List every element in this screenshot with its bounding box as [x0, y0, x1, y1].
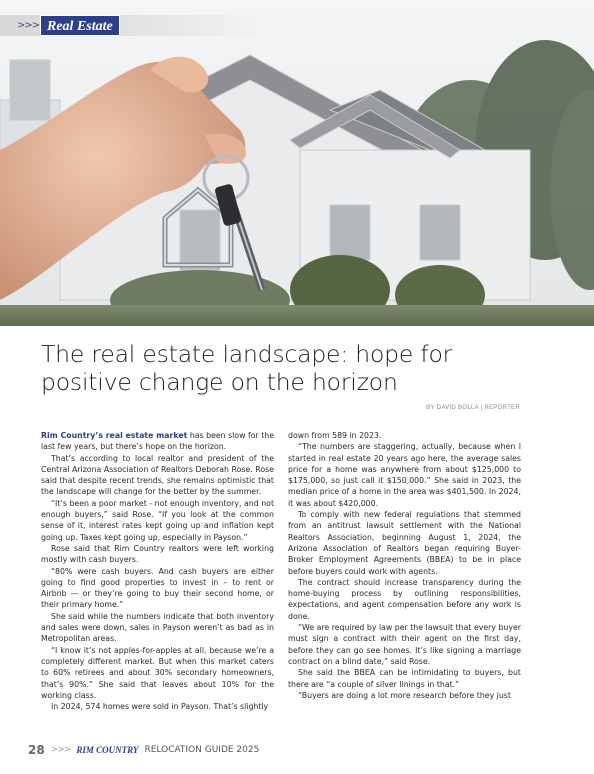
lead-in: Rim Country’s real estate market [41, 431, 188, 440]
footer-arrows-icon: >>> [50, 745, 71, 755]
house-key-photo [0, 0, 594, 326]
page-number: 28 [28, 743, 45, 757]
paragraph: “I know it’s not apples-for-apples at all, because we’re a completely different market. But when this market caters to 60% retirees and about 30% secondary homeowners, that’s 90%.” She said that leaves about 10% for the working class. [41, 645, 274, 700]
title-line-1: The real estate landscape: hope for [41, 340, 453, 368]
page-footer [28, 743, 259, 757]
section-tab [0, 15, 270, 36]
article-column-right [288, 430, 521, 701]
paragraph: She said while the numbers indicate that both inventory and sales were down, sales in Payson weren’t as bad as in Metropolitan areas. [41, 611, 274, 644]
paragraph: “It’s been a poor market - not enough inventory, and not enough buyers,” said Rose. “If you look at the common sense of it, interest rates kept going up and inflation kept going up. Taxes kept going up, especially in Payson.” [41, 498, 274, 542]
paragraph: down from 589 in 2023. [288, 431, 382, 440]
paragraph: That’s according to local realtor and president of the Central Arizona Association of Realtors Deborah Rose. Rose said that despite recent trends, she remains optimistic that the landscape will change for the better by the summer. [41, 453, 274, 497]
paragraph: In 2024, 574 homes were sold in Payson. That’s slightly [51, 702, 269, 712]
hero-photo [0, 0, 594, 326]
paragraph: “Buyers are doing a lot more research before they just [298, 690, 511, 700]
paragraph: To comply with new federal regulations that stemmed from an antitrust lawsuit settlement with the National Realtors Association, beginning August 1, 2024, the Arizona Association of Realtors began requiring Buyer-Broker Employment Agreements (BBEA) to be in place before buyers could work with agents. [288, 510, 521, 576]
paragraph: “The numbers are staggering, actually, because when I started in real estate 20 years ago here, the average sales price for a home was anywhere from about $125,000 to $175,000, so just call it $150,000.” She said in 2023, the median price of a home in the area was $401,500. In 2024, it was about $420,000. [288, 442, 521, 508]
paragraph: Rim Country’s real estate market has been slow for the last few years, but there’s hope on the horizon. [41, 431, 274, 452]
article-column-left [41, 430, 274, 712]
byline: BY DAVID BOLLA | REPORTER [426, 405, 520, 411]
footer-brand: RIM COUNTRY [76, 745, 139, 755]
paragraph: “80% were cash buyers. And cash buyers are either going to find good properties to invest in – to rent or Airbnb — or they’re going to buy their second home, or their primary home.” [41, 566, 274, 610]
title-line-2: positive change on the horizon [41, 368, 398, 396]
section-label: Real Estate [40, 15, 120, 36]
section-arrows-icon: >>> [17, 20, 40, 31]
paragraph: “We are required by law per the lawsuit that every buyer must sign a contract with their agent on the first day, before they can go see homes. It’s like signing a marriage contract on a blind date,” said Rose. [288, 623, 521, 666]
paragraph: The contract should increase transparency during the home-buying process by outlining responsibilities, expectations, and agent compensation before any work is done. [288, 577, 521, 621]
paragraph: Rose said that Rim Country realtors were left working mostly with cash buyers. [41, 543, 274, 565]
paragraph: She said the BBEA can be intimidating to buyers, but there are “a couple of silver linings in that.” [288, 668, 521, 689]
article-title [41, 340, 561, 396]
footer-guide-title: RELOCATION GUIDE 2025 [144, 745, 260, 755]
